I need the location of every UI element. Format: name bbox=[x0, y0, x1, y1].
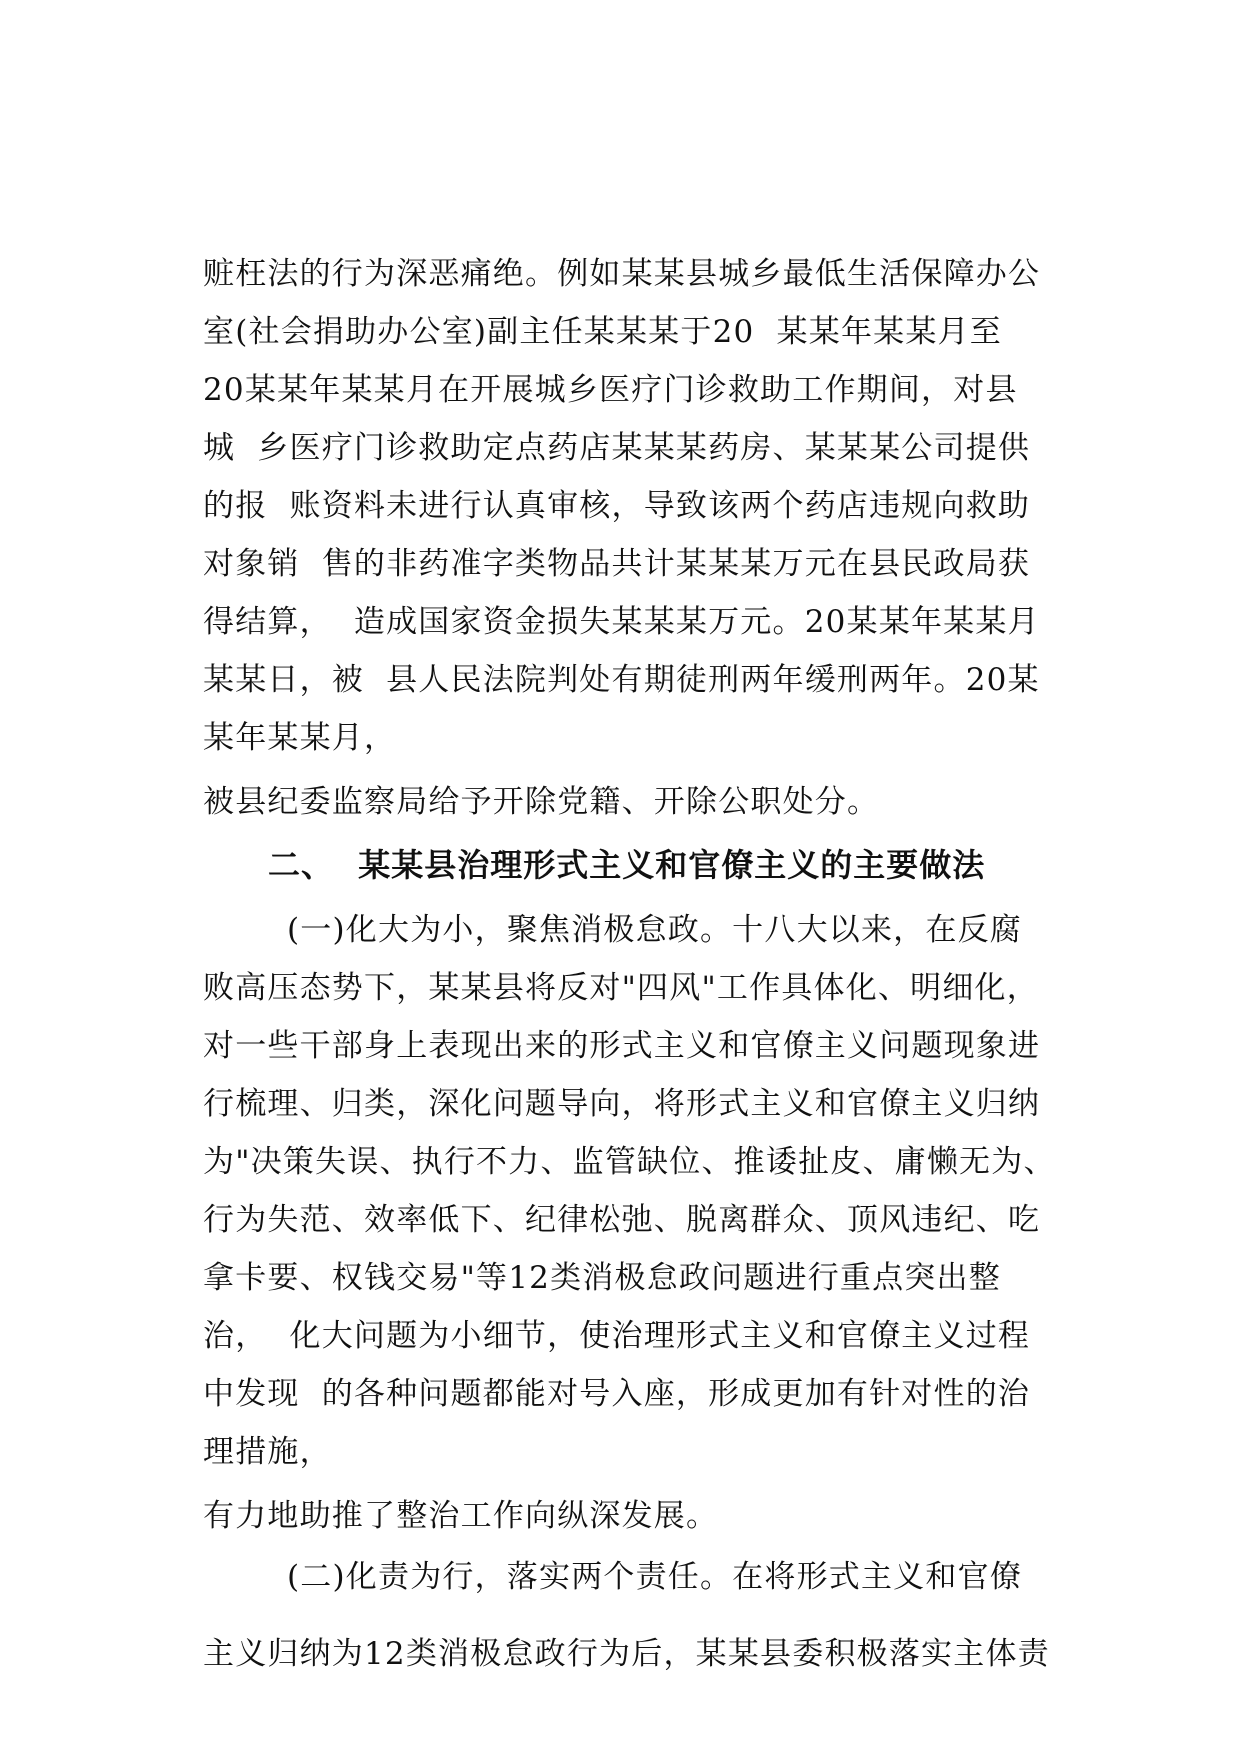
text-line: 败高压态势下，某某县将反对"四风"工作具体化、明细化， bbox=[203, 970, 1039, 1006]
text-line: 为"决策失误、执行不力、监管缺位、推诿扯皮、庸懒无为、 bbox=[203, 1144, 1056, 1180]
section-heading: 二、 某某县治理形式主义和官僚主义的主要做法 bbox=[268, 846, 986, 884]
text-line: 拿卡要、权钱交易"等12类消极怠政问题进行重点突出整 bbox=[203, 1260, 1001, 1296]
text-line: 中发现 的各种问题都能对号入座，形成更加有针对性的治 bbox=[203, 1376, 1031, 1412]
text-line: 20某某年某某月在开展城乡医疗门诊救助工作期间，对县 bbox=[203, 372, 1018, 408]
text-line: 治， 化大问题为小细节，使治理形式主义和官僚主义过程 bbox=[203, 1318, 1031, 1354]
text-line: 赃枉法的行为深恶痛绝。例如某某县城乡最低生活保障办公 bbox=[203, 256, 1041, 292]
text-line: 某某日，被 县人民法院判处有期徒刑两年缓刑两年。20某 bbox=[203, 662, 1040, 698]
text-line: 某年某某月， bbox=[203, 720, 397, 756]
text-line: 室(社会捐助办公室)副主任某某某于20 某某年某某月至 bbox=[203, 314, 1002, 350]
text-line: 对象销 售的非药准字类物品共计某某某万元在县民政局获 bbox=[203, 546, 1031, 582]
text-line: 得结算， 造成国家资金损失某某某万元。20某某年某某月 bbox=[203, 604, 1040, 640]
text-line: (一)化大为小，聚焦消极怠政。十八大以来，在反腐 bbox=[287, 912, 1022, 948]
text-line: 理措施， bbox=[203, 1434, 332, 1470]
text-line: 被县纪委监察局给予开除党籍、开除公职处分。 bbox=[203, 784, 880, 820]
text-line: 有力地助推了整治工作向纵深发展。 bbox=[203, 1498, 719, 1534]
text-line: (二)化责为行，落实两个责任。在将形式主义和官僚 bbox=[287, 1559, 1022, 1595]
text-line: 主义归纳为12类消极怠政行为后，某某县委积极落实主体责 bbox=[203, 1636, 1050, 1672]
text-line: 对一些干部身上表现出来的形式主义和官僚主义问题现象进 bbox=[203, 1028, 1041, 1064]
text-line: 行梳理、归类，深化问题导向，将形式主义和官僚主义归纳 bbox=[203, 1086, 1041, 1122]
text-line: 城 乡医疗门诊救助定点药店某某某药房、某某某公司提供 bbox=[203, 430, 1031, 466]
text-line: 行为失范、效率低下、纪律松弛、脱离群众、顶风违纪、吃 bbox=[203, 1202, 1041, 1238]
text-line: 的报 账资料未进行认真审核，导致该两个药店违规向救助 bbox=[203, 488, 1031, 524]
